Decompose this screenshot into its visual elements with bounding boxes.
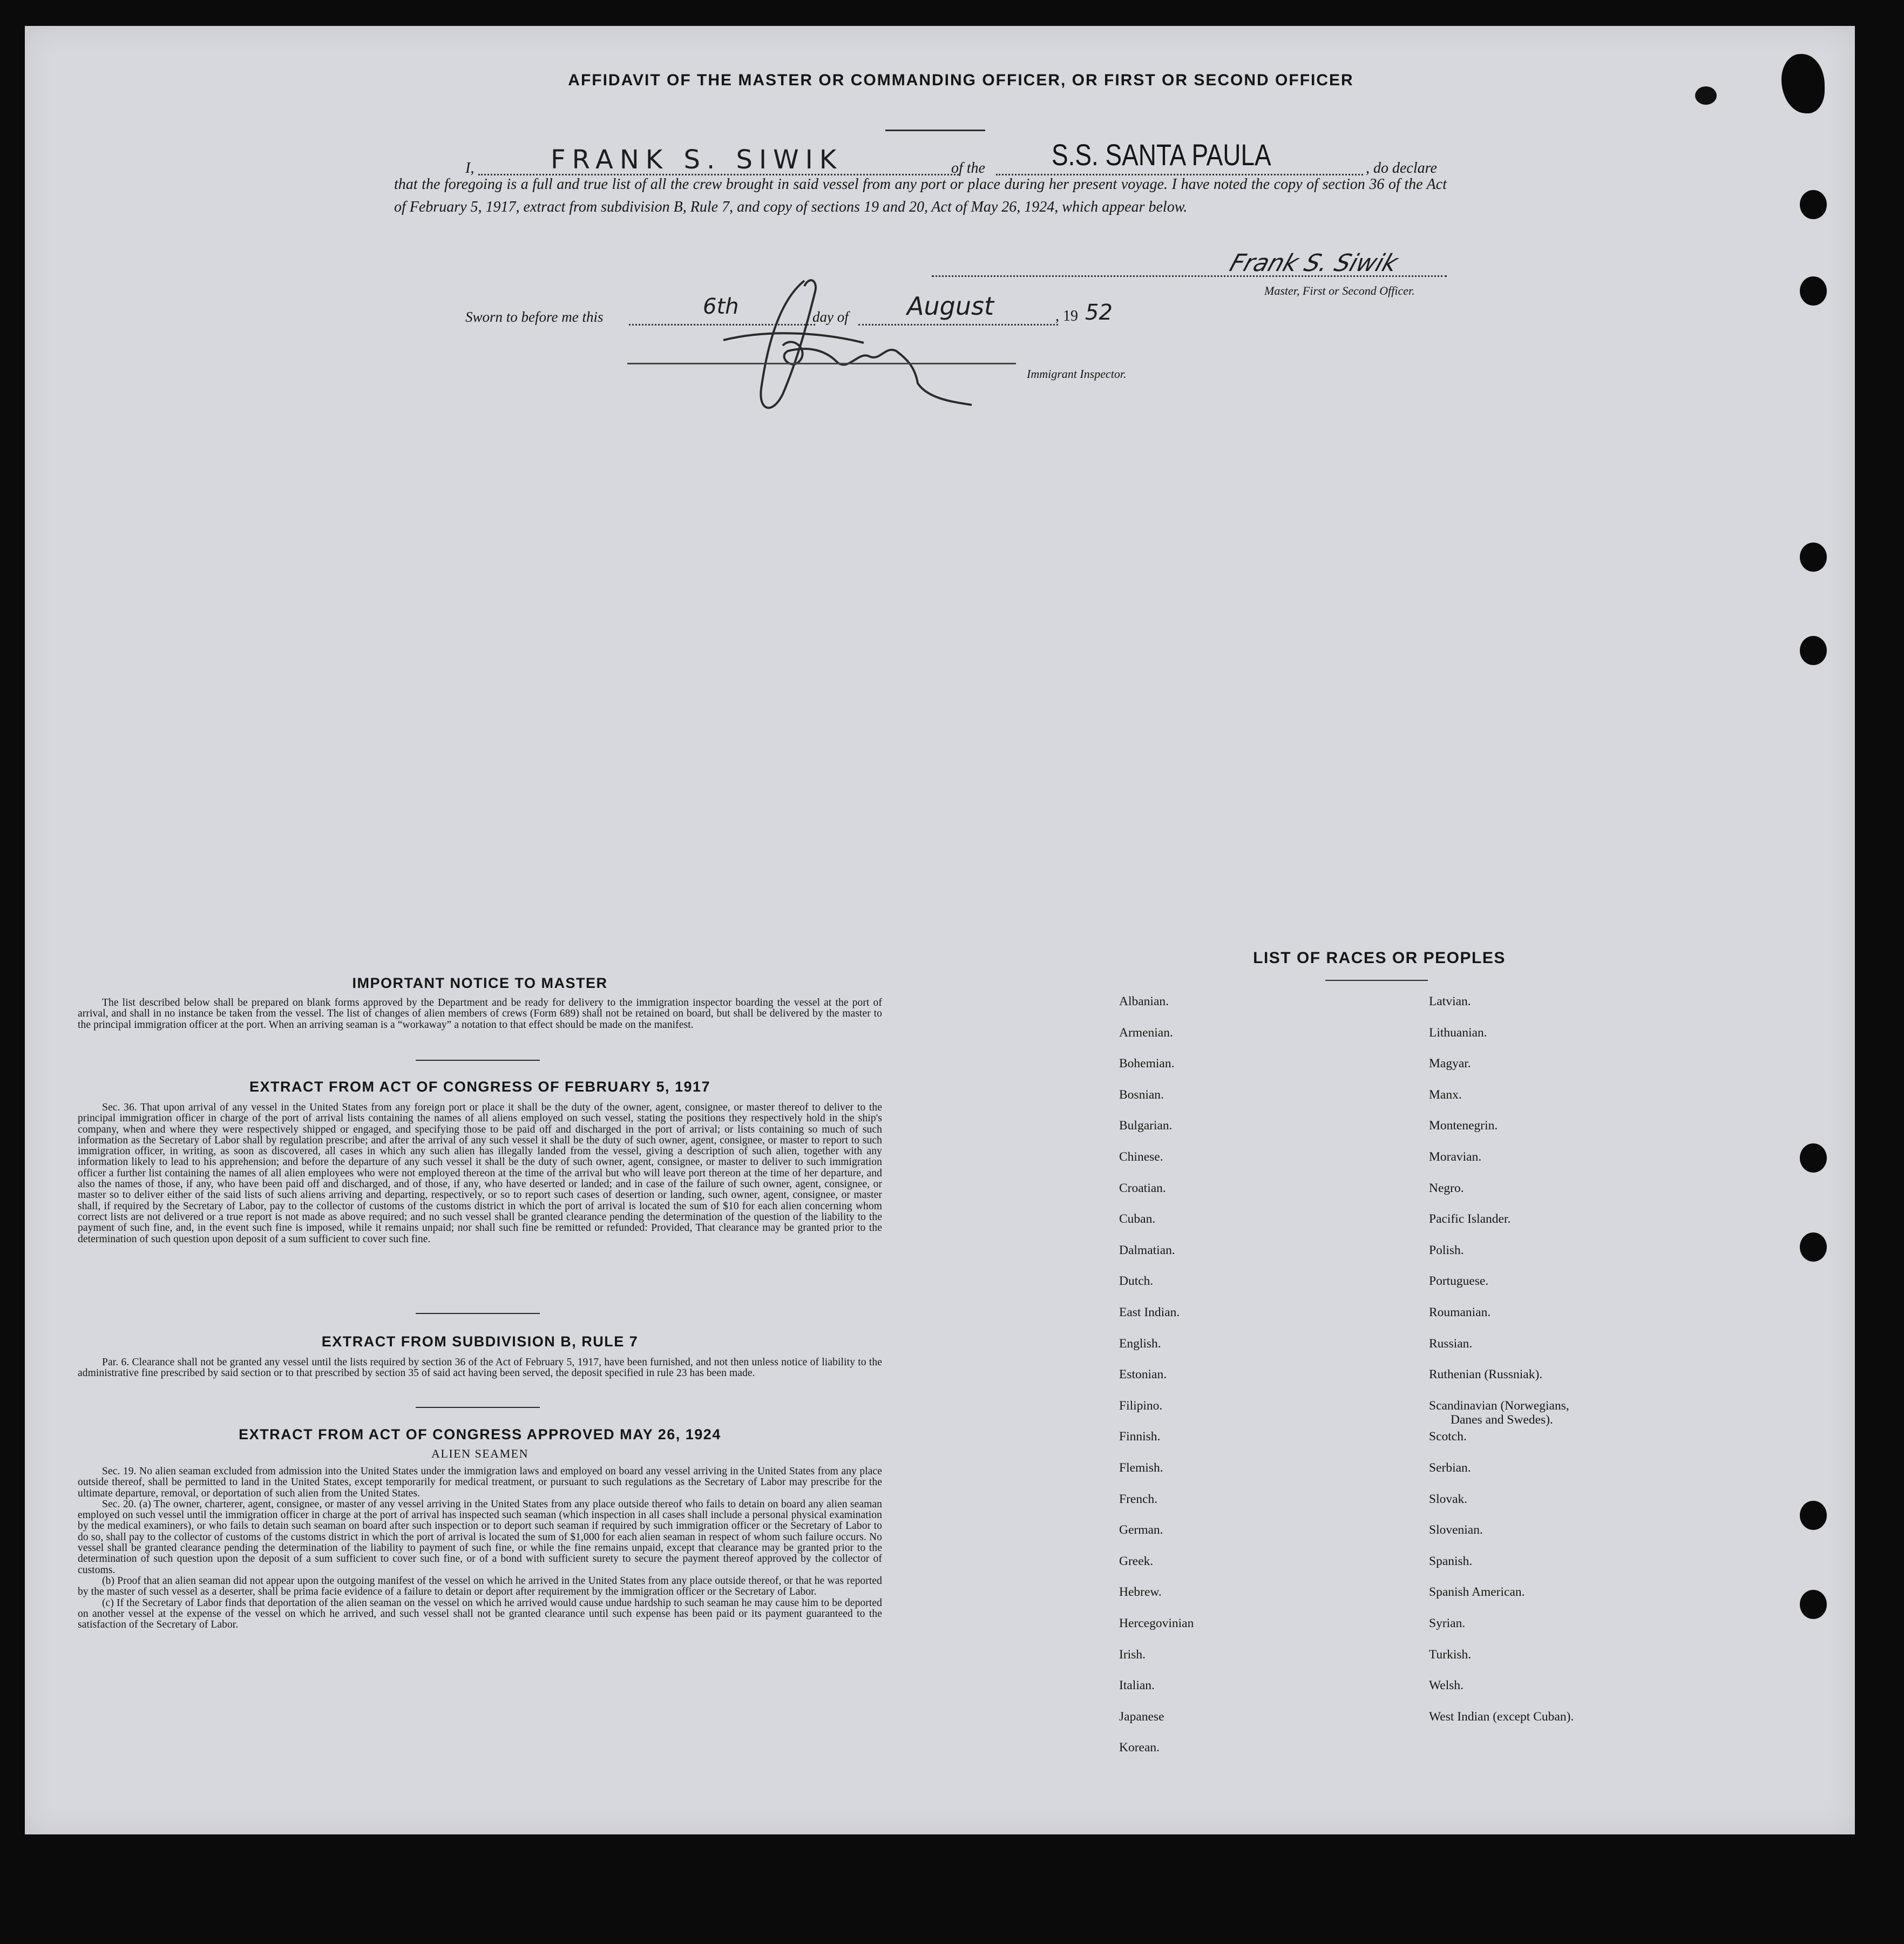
- sec19-paragraph: Sec. 19. No alien seaman excluded from admission into the United States under the immigration laws and employed on board any vessel arriving in the United States from any place outside thereof, shall be permitted to land in the United States, except temporarily for medical treatment, or pursuant to such regulations as the Secretary of Labor may prescribe for the ultimate departure, removal, or deportation of such alien from the United States.: [78, 1466, 882, 1499]
- race-item: Ruthenian (Russniak).: [1429, 1367, 1543, 1382]
- sec20a-paragraph: Sec. 20. (a) The owner, charterer, agent, consignee, or master of any vessel arriving in the United States from any place outside thereof who fails to detain on board any alien seaman employed on such vessel until the immigration officer in charge at the port of arrival has inspected such seaman (which inspection in all cases shall include a personal physical examination by the medical examiners), or who fails to detain such seaman on board after such inspection or to deport such seaman if required by such immigration officer or the Secretary of Labor to do so, shall pay to the collector of customs of the customs district in which the port of arrival is located the sum of $1,000 for each alien seaman in respect of whom such failure occurs. No vessel shall be granted clearance pending the determination of the liability to payment of such fine, or while the fine remains unpaid, except that clearance may be granted prior to the determination of such question upon the deposit of a sum sufficient to cover such fine, or of a bond with sufficient surety to secure the payment thereof approved by the collector of customs.: [78, 1498, 882, 1576]
- rule7-paragraph: Par. 6. Clearance shall not be granted any vessel until the lists required by section 36 of the Act of February 5, 1917, have been furnished, and not then unless notice of liability to the administrative fine prescribed by said section or to that prescribed by section 35 of said act having been served, the deposit specified in rule 23 has been made.: [78, 1357, 882, 1379]
- title-divider: [885, 130, 985, 131]
- notice-paragraph: The list described below shall be prepared on blank forms approved by the Department and be ready for delivery to the immigration inspector boarding the vessel at the port of arrival, and shall in no instance be taken from the vessel. The list of changes of alien members of crews (Form 689) shall not be retained on board, but shall be delivered by the master to the principal immigration officer at the port. When an arriving seaman is a “workaway” a notation to that effect should be made on the manifest.: [78, 997, 882, 1031]
- act1917-text: [78, 1102, 882, 1245]
- race-item: Latvian.: [1429, 994, 1471, 1008]
- race-item: Roumanian.: [1429, 1305, 1491, 1319]
- race-item: Hebrew.: [1119, 1585, 1162, 1600]
- do-declare-label: , do declare: [1366, 160, 1437, 177]
- race-item: Portuguese.: [1429, 1274, 1489, 1289]
- punch-hole: [1800, 1232, 1827, 1262]
- race-item: Manx.: [1429, 1087, 1462, 1102]
- race-item: Dutch.: [1119, 1274, 1154, 1289]
- race-item: Welsh.: [1429, 1678, 1464, 1693]
- race-item: Chinese.: [1119, 1150, 1163, 1164]
- sworn-month: August: [907, 292, 994, 321]
- section-divider: [416, 1407, 540, 1408]
- act1924-text: [78, 1466, 882, 1630]
- race-item: Flemish.: [1119, 1461, 1163, 1475]
- notice-title: IMPORTANT NOTICE TO MASTER: [352, 975, 608, 991]
- rule7-text: [78, 1357, 882, 1379]
- race-item: Bohemian.: [1119, 1056, 1175, 1071]
- of-the-label: of the: [951, 160, 985, 177]
- race-item: Cuban.: [1119, 1212, 1156, 1227]
- race-item: French.: [1119, 1492, 1158, 1506]
- punch-hole: [1800, 1501, 1827, 1530]
- sworn-label: Sworn to before me this: [465, 309, 604, 325]
- sworn-day: 6th: [703, 294, 739, 319]
- race-item: Filipino.: [1119, 1398, 1163, 1413]
- race-item: Russian.: [1429, 1336, 1473, 1351]
- punch-hole: [1800, 636, 1827, 665]
- inspector-signature: [702, 270, 983, 426]
- sworn-year: 52: [1085, 300, 1113, 325]
- punch-hole: [1800, 1590, 1827, 1619]
- race-item: West Indian (except Cuban).: [1429, 1709, 1574, 1724]
- race-item: Scandinavian (Norwegians,: [1429, 1398, 1569, 1413]
- year-prefix: , 19: [1055, 308, 1078, 324]
- day-of-label: day of: [812, 309, 849, 325]
- race-item: East Indian.: [1119, 1305, 1180, 1319]
- race-item: Lithuanian.: [1429, 1025, 1487, 1040]
- race-item: Montenegrin.: [1429, 1119, 1498, 1133]
- race-item: Magyar.: [1429, 1056, 1471, 1071]
- punch-hole: [1800, 1143, 1827, 1173]
- section-divider: [416, 1313, 540, 1314]
- race-item: Italian.: [1119, 1678, 1155, 1693]
- races-title: LIST OF RACES OR PEOPLES: [1253, 949, 1506, 967]
- race-item: Croatian.: [1119, 1181, 1166, 1195]
- race-item: Japanese: [1119, 1709, 1164, 1724]
- affidavit-title: AFFIDAVIT OF THE MASTER OR COMMANDING OFFICER, OR FIRST OR SECOND OFFICER: [568, 71, 1354, 89]
- race-item: Armenian.: [1119, 1025, 1173, 1040]
- race-item: Syrian.: [1429, 1616, 1466, 1630]
- race-item: Finnish.: [1119, 1430, 1161, 1444]
- declarant-name: FRANK S. SIWIK: [551, 145, 843, 175]
- ink-blot: [1695, 86, 1717, 105]
- races-divider: [1325, 980, 1428, 981]
- race-item: German.: [1119, 1523, 1163, 1537]
- act1924-subtitle: ALIEN SEAMEN: [431, 1447, 528, 1460]
- punch-hole: [1800, 543, 1827, 572]
- race-item: Spanish.: [1429, 1554, 1473, 1568]
- inspector-label: Immigrant Inspector.: [1027, 367, 1127, 381]
- race-item: Serbian.: [1429, 1461, 1471, 1475]
- master-label: Master, First or Second Officer.: [1264, 284, 1415, 297]
- race-item: Danes and Swedes).: [1451, 1412, 1553, 1427]
- race-item: Greek.: [1119, 1554, 1154, 1568]
- race-item: Moravian.: [1429, 1150, 1482, 1164]
- act1917-title: EXTRACT FROM ACT OF CONGRESS OF FEBRUARY 5, 1917: [249, 1079, 711, 1095]
- race-item: Albanian.: [1119, 994, 1169, 1008]
- rule7-title: EXTRACT FROM SUBDIVISION B, RULE 7: [321, 1333, 639, 1350]
- act1924-title: EXTRACT FROM ACT OF CONGRESS APPROVED MAY 26, 1924: [239, 1426, 721, 1442]
- race-item: Korean.: [1119, 1740, 1160, 1755]
- affidavit-statement: that the foregoing is a full and true list of all the crew brought in said vessel from any port or place during her present voyage. I have noted the copy of section 36 of the Act of February 5, 1917, extract from subdivision B, Rule 7, and copy of sections 19 and 20, Act of May 26, 1924, which appear below.: [394, 176, 1447, 215]
- declarant-i-label: I,: [465, 160, 475, 177]
- race-item: Slovak.: [1429, 1492, 1468, 1506]
- race-item: Polish.: [1429, 1243, 1464, 1257]
- notice-text: [78, 998, 882, 1031]
- sec20c-paragraph: (c) If the Secretary of Labor finds that deportation of the alien seaman on the vessel on which he arrived would cause undue hardship to such seaman he may cause him to be deported on another vessel at the expense of the vessel on which he arrived, and such vessel shall not be granted clearance until such expense has been paid or its payment guaranteed to the satisfaction of the Secretary of Labor.: [78, 1597, 882, 1631]
- master-signature: Frank S. Siwik: [1226, 249, 1401, 277]
- race-item: Estonian.: [1119, 1367, 1167, 1382]
- race-item: Slovenian.: [1429, 1523, 1483, 1537]
- act1917-paragraph: Sec. 36. That upon arrival of any vessel in the United States from any foreign port or place it shall be the duty of the owner, agent, consignee, or master thereof to deliver to the principal immigration officer in charge of the port of arrival lists containing the names of all aliens employed on such vessel, stating the positions they respectively hold in the ship's company, when and where they were respectively shipped or engaged, and specifying those to be paid off and discharged in the port of arrival; or lists containing so much of such information as the Secretary of Labor shall by regulation prescribe; and after the arrival of any such vessel it shall be the duty of such owner, agent, consignee, or master to report to such immigration officer, in writing, as soon as discovered, all cases in which any such alien has illegally landed from the vessel, giving a description of such alien, together with any information likely to lead to his apprehension; and before the departure of any such vessel it shall be the duty of such owner, agent, consignee, or master to deliver to such immigration officer a further list containing the names of all alien employees who were not employed thereon at the time of the arrival but who will leave port thereon at the time of her departure, and also the names of those, if any, who have been paid off and discharged, and of those, if any, who have deserted or landed; and in case of the failure of such owner, agent, consignee, or master so to deliver either of the said lists of such aliens arriving and departing, respectively, or so to report such cases of desertion or landing, such owner, agent, consignee, or master shall, if required by the Secretary of Labor, pay to the collector of customs of the customs district in which the port of arrival is located the sum of $10 for each alien concerning whom correct lists are not delivered or a true report is not made as above required; and no such vessel shall be granted clearance pending the determination of the question of the liability to the payment of such fine, and, in the event such fine is imposed, while it remains unpaid; nor shall such fine be remitted or refunded: Provided, That clearance may be granted prior to the determination of such question upon deposit of a sum sufficient to cover such fine.: [78, 1102, 882, 1245]
- race-item: Irish.: [1119, 1647, 1146, 1662]
- race-item: Turkish.: [1429, 1647, 1472, 1662]
- section-divider: [416, 1060, 540, 1061]
- vessel-name: S.S. SANTA PAULA: [1052, 138, 1271, 172]
- punch-hole: [1800, 276, 1827, 306]
- race-item: Spanish American.: [1429, 1585, 1525, 1600]
- sec20b-paragraph: (b) Proof that an alien seaman did not appear upon the outgoing manifest of the vessel on which he arrived in the United States from any place outside thereof, or that he was reported by the master of such vessel as a deserter, shall be prima facie evidence of a failure to detain or deport after requirement by the immigration officer or the Secretary of Labor.: [78, 1575, 882, 1598]
- inspector-line: [627, 363, 1016, 364]
- race-item: Pacific Islander.: [1429, 1212, 1511, 1227]
- race-item: Dalmatian.: [1119, 1243, 1175, 1257]
- race-item: Bosnian.: [1119, 1087, 1164, 1102]
- race-item: Bulgarian.: [1119, 1119, 1173, 1133]
- race-item: Hercegovinian: [1119, 1616, 1194, 1630]
- race-item: Negro.: [1429, 1181, 1464, 1195]
- punch-hole: [1800, 190, 1827, 219]
- race-item: English.: [1119, 1336, 1161, 1351]
- race-item: Scotch.: [1429, 1430, 1467, 1444]
